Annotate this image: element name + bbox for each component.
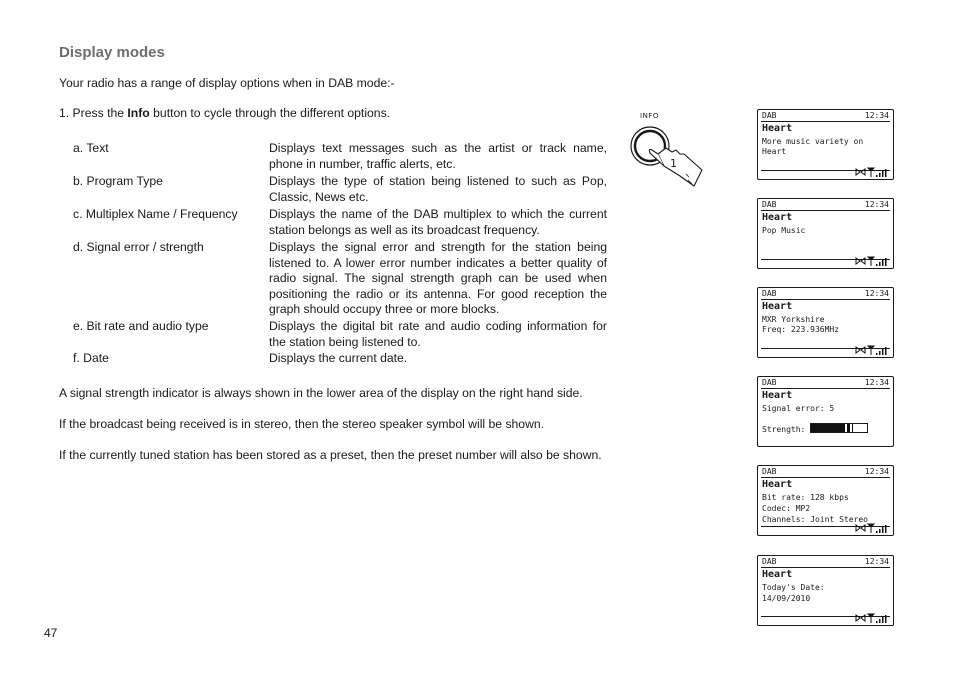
- page-number: 47: [44, 626, 58, 640]
- lcd-text-line: Today's Date:: [762, 583, 825, 592]
- lcd-display-multiplex: [757, 287, 894, 358]
- lcd-status-bar: [761, 289, 890, 300]
- signal-strength-gap: [845, 424, 847, 432]
- info-button-label: INFO: [640, 112, 659, 120]
- lcd-mode: DAB: [762, 111, 777, 120]
- note-preset: If the currently tuned station has been stored as a preset, then the preset number will also be shown.: [59, 448, 602, 462]
- signal-strength-bar: [810, 423, 868, 433]
- lcd-display-bitrate: [757, 465, 894, 536]
- lcd-time: 12:34: [864, 289, 889, 298]
- option-label-signal: d. Signal error / strength: [73, 240, 204, 254]
- lcd-status-bar: [761, 557, 890, 568]
- lcd-time: 12:34: [864, 557, 889, 566]
- option-desc-date: Displays the current date.: [269, 351, 408, 365]
- step-1-prefix: 1. Press the: [59, 106, 128, 120]
- lcd-mode: DAB: [762, 289, 777, 298]
- lcd-station-name: Heart: [762, 390, 793, 401]
- lcd-station-name: Heart: [762, 123, 793, 134]
- option-label-text: a. Text: [73, 141, 109, 155]
- option-label-bitrate: e. Bit rate and audio type: [73, 319, 209, 333]
- lcd-station-name: Heart: [762, 212, 793, 223]
- option-desc-multiplex: Displays the name of the DAB multiplex to which the current station belongs as well as its broadcast frequency.: [269, 207, 607, 237]
- option-label-program-type: b. Program Type: [73, 174, 163, 188]
- note-signal-indicator: A signal strength indicator is always shown in the lower area of the display on the right hand side.: [59, 386, 583, 400]
- lcd-time: 12:34: [864, 378, 889, 387]
- lcd-station-name: Heart: [762, 479, 793, 490]
- lcd-text-line: MXR Yorkshire: [762, 315, 825, 324]
- lcd-time: 12:34: [864, 467, 889, 476]
- lcd-text-line: Pop Music: [762, 226, 806, 235]
- step-1-bold: Info: [127, 106, 150, 120]
- signal-strength-gap: [850, 424, 852, 432]
- option-label-date: f. Date: [73, 351, 109, 365]
- step-1-suffix: button to cycle through the different options.: [149, 106, 391, 120]
- note-stereo: If the broadcast being received is in stereo, then the stereo speaker symbol will be shown.: [59, 417, 545, 431]
- lcd-display-date: [757, 555, 894, 626]
- stereo-signal-icon: [855, 612, 889, 624]
- lcd-status-bar: [761, 378, 890, 389]
- lcd-display-text: [757, 109, 894, 180]
- step-1-text: [59, 106, 609, 122]
- option-label-multiplex: c. Multiplex Name / Frequency: [73, 207, 238, 221]
- lcd-status-bar: [761, 111, 890, 122]
- lcd-mode: DAB: [762, 467, 777, 476]
- lcd-time: 12:34: [864, 111, 889, 120]
- stereo-signal-icon: [855, 344, 889, 356]
- lcd-status-bar: [761, 200, 890, 211]
- option-desc-text: Displays text messages such as the artist or track name, phone in number, traffic alerts, etc.: [269, 141, 607, 171]
- info-button-press-illustration: [628, 110, 708, 190]
- lcd-text-line: Bit rate: 128 kbps: [762, 493, 849, 502]
- lcd-text-line: Heart: [762, 147, 787, 156]
- option-desc-bitrate: Displays the digital bit rate and audio coding information for the station being listened to.: [269, 319, 607, 349]
- stereo-signal-icon: [855, 255, 889, 267]
- page-title: Display modes: [59, 44, 165, 61]
- lcd-text-line: Signal error: 5: [762, 404, 835, 413]
- option-desc-program-type: Displays the type of station being listened to such as Pop, Classic, News etc.: [269, 174, 607, 204]
- option-desc-signal: Displays the signal error and strength for the station being listened to. A lower error number indicates a better quality of radio signal. The signal strength graph can be used when positioning the radio or its antenna. For good reception the graph should occupy three or more blocks.: [269, 240, 607, 316]
- step-number-1: 1: [670, 157, 677, 170]
- lcd-strength-label: Strength:: [762, 425, 806, 434]
- lcd-text-line: Codec: MP2: [762, 504, 811, 513]
- lcd-text-line: Channels: Joint Stereo: [762, 515, 868, 524]
- lcd-mode: DAB: [762, 378, 777, 387]
- lcd-station-name: Heart: [762, 569, 793, 580]
- intro-text: Your radio has a range of display options when in DAB mode:-: [59, 76, 395, 90]
- lcd-text-line: Freq: 223.936MHz: [762, 325, 840, 334]
- lcd-display-program-type: [757, 198, 894, 269]
- lcd-display-signal: [757, 376, 894, 447]
- stereo-signal-icon: [855, 522, 889, 534]
- lcd-text-line: More music variety on: [762, 137, 864, 146]
- lcd-text-line: 14/09/2010: [762, 594, 811, 603]
- stereo-signal-icon: [855, 166, 889, 178]
- lcd-mode: DAB: [762, 200, 777, 209]
- lcd-station-name: Heart: [762, 301, 793, 312]
- lcd-mode: DAB: [762, 557, 777, 566]
- lcd-time: 12:34: [864, 200, 889, 209]
- lcd-status-bar: [761, 467, 890, 478]
